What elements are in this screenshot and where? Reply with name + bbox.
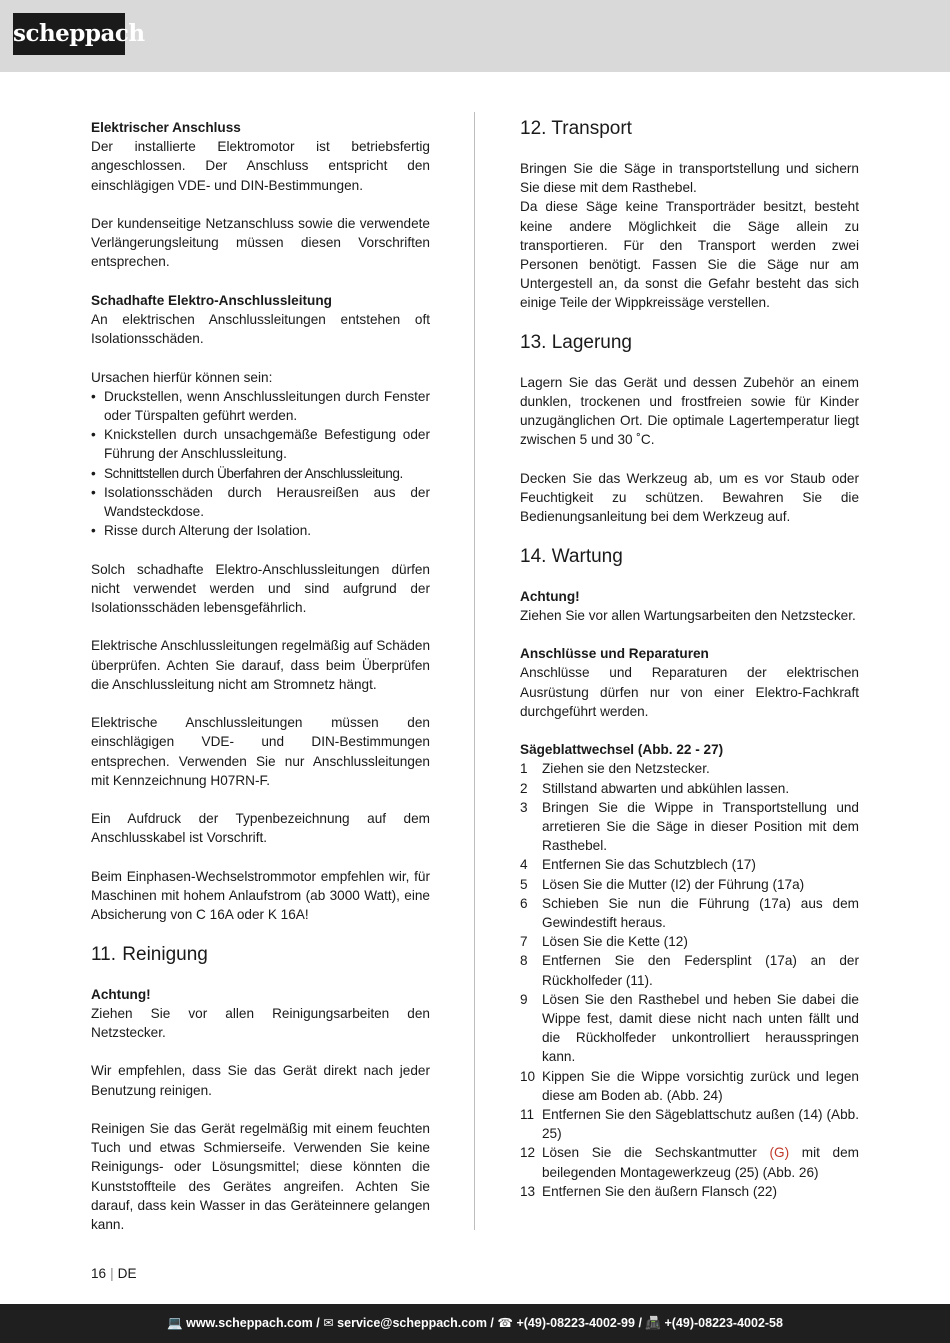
list-item: • Schnittstellen durch Überfahren der Anschlussleitung. bbox=[91, 464, 430, 483]
elektrischer-anschluss-section bbox=[91, 118, 430, 195]
step-text: Bringen Sie die Wippe in Transportstellung und arretieren Sie die Säge in dieser Position mit dem Rasthebel. bbox=[542, 799, 859, 854]
fax-number: +(49)-08223-4002-58 bbox=[664, 1316, 783, 1330]
step-text bbox=[542, 1143, 859, 1181]
list-item bbox=[520, 990, 859, 1067]
paragraph: An elektrischen Anschlussleitungen entstehen oft Isolationsschäden. bbox=[91, 312, 430, 347]
step-number: 6 bbox=[520, 895, 528, 911]
step-text: Entfernen Sie den äußern Flansch (22) bbox=[542, 1183, 778, 1199]
step-number: 5 bbox=[520, 876, 528, 892]
step-text: Ziehen sie den Netzstecker. bbox=[542, 761, 710, 777]
step-number: 4 bbox=[520, 857, 528, 873]
left-column bbox=[91, 118, 430, 1253]
phone-icon: ☎ bbox=[497, 1316, 513, 1330]
saw-blade-steps bbox=[520, 759, 859, 1201]
list-item: • Risse durch Alterung der Isolation. bbox=[91, 521, 430, 540]
step-text: Entfernen Sie den Sägeblattschutz außen (14) (Abb. 25) bbox=[542, 1107, 859, 1142]
list-item bbox=[520, 932, 859, 951]
paragraph: Da diese Säge keine Transporträder besitzt, besteht keine andere Möglichkeit die Säge allein zu transportieren. Für den Transport werden zwei Personen benötigt. Fassen Sie die Säge nur am Untergestell an, da sonst die Gefahr besteht das sich einige Teile der Wippkreissäge verstellen. bbox=[520, 199, 859, 311]
heading-text: Reinigung bbox=[122, 943, 208, 965]
step-text-part: mit dem beilegenden Montagewerkzeug (25) (Abb. 26) bbox=[542, 1145, 859, 1180]
step-number: 2 bbox=[520, 780, 528, 796]
paragraph: Decken Sie das Werkzeug ab, um es vor Staub oder Feuchtigkeit zu schützen. Bewahren Sie die Bedienungsanleitung bei dem Werkzeug auf. bbox=[520, 470, 859, 525]
heading-number: 11. bbox=[91, 943, 117, 965]
heading-text: Lagerung bbox=[551, 331, 632, 353]
footer-separator: / bbox=[490, 1316, 494, 1330]
list-item bbox=[520, 1182, 859, 1201]
language-code: DE bbox=[117, 1266, 137, 1281]
page-number-value: 16 bbox=[91, 1266, 107, 1281]
wartung-attention bbox=[520, 587, 859, 625]
step-text: Lösen Sie die Mutter (I2) der Führung (17a) bbox=[542, 876, 805, 892]
paragraph: Ziehen Sie vor allen Wartungsarbeiten den Netzstecker. bbox=[520, 607, 856, 623]
heading-text: Wartung bbox=[551, 545, 623, 567]
page-separator: | bbox=[110, 1266, 114, 1281]
heading-reinigung bbox=[91, 944, 430, 966]
step-text: Schieben Sie nun die Führung (17a) aus dem Gewindestift heraus. bbox=[542, 895, 859, 931]
section-title: Elektrischer Anschluss bbox=[91, 120, 241, 135]
list-item bbox=[520, 951, 859, 989]
section-title: Anschlüsse und Reparaturen bbox=[520, 646, 709, 662]
list-item bbox=[520, 1067, 859, 1105]
step-number: 8 bbox=[520, 953, 528, 969]
step-number: 13 bbox=[520, 1183, 536, 1199]
paragraph: Ein Aufdruck der Typenbezeichnung auf dem Anschlusskabel ist Vorschrift. bbox=[91, 811, 430, 846]
list-item bbox=[520, 779, 859, 798]
step-text-part: Lösen Sie die Sechskantmutter bbox=[542, 1145, 770, 1161]
list-item: • Druckstellen, wenn Anschlussleitungen durch Fenster oder Türspalten geführt werden. bbox=[91, 387, 430, 425]
schadhafte-anschlussleitung-section bbox=[91, 291, 430, 349]
list-item: • Isolationsschäden durch Herausreißen aus der Wandsteckdose. bbox=[91, 483, 430, 521]
computer-icon: 💻 bbox=[167, 1316, 183, 1330]
step-text: Lösen Sie den Rasthebel und heben Sie dabei die Wippe fest, damit diese nicht nach unten fällt und die Rückholfeder unkontrolliert herausspringen kann. bbox=[542, 991, 859, 1065]
paragraph: Bringen Sie die Säge in transportstellung und sichern Sie diese mit dem Rasthebel. bbox=[520, 161, 859, 196]
heading-number: 12. bbox=[520, 118, 547, 139]
fax-icon: 📠 bbox=[645, 1316, 661, 1330]
section-title: Schadhafte Elektro-Anschlussleitung bbox=[91, 292, 332, 308]
heading-number: 13. bbox=[520, 331, 547, 353]
section-title: Sägeblattwechsel (Abb. 22 - 27) bbox=[520, 742, 724, 758]
paragraph: Anschlüsse und Reparaturen der elektrischen Ausrüstung dürfen nur von einer Elektro-Fachkraft durchgeführt werden. bbox=[520, 665, 859, 719]
paragraph: Beim Einphasen-Wechselstrommotor empfehlen wir, für Maschinen mit hohem Anlaufstrom (ab 3000 Watt), eine Absicherung von C 16A oder K 16A! bbox=[91, 868, 430, 923]
list-item bbox=[520, 894, 859, 932]
list-item bbox=[520, 798, 859, 856]
list-item bbox=[520, 1105, 859, 1143]
transport-text bbox=[520, 159, 859, 313]
paragraph: Reinigen Sie das Gerät regelmäßig mit einem feuchten Tuch und etwas Schmierseife. Verwenden Sie keine Reinigungs- oder Lösungsmittel; diese könnten die Kunststoffteile des Gerätes angreifen. Achten Sie darauf, dass kein Wasser in das Geräteinnere gelangen kann. bbox=[91, 1120, 430, 1232]
right-column bbox=[520, 118, 859, 1201]
step-text: Lösen Sie die Kette (12) bbox=[542, 934, 688, 950]
step-number: 12 bbox=[520, 1145, 536, 1161]
causes-list bbox=[91, 387, 430, 541]
step-number: 3 bbox=[520, 799, 528, 815]
paragraph: Elektrische Anschlussleitungen müssen den einschlägigen VDE- und DIN-Bestimmungen entsprechen. Verwenden Sie nur Anschlussleitungen mit Kennzeichnung H07RN-F. bbox=[91, 715, 430, 788]
phone-number[interactable]: +(49)-08223-4002-99 bbox=[516, 1316, 635, 1330]
paragraph: Elektrische Anschlussleitungen regelmäßig auf Schäden überprüfen. Achten Sie darauf, dass beim Überprüfen die Anschlussleitung nicht am Stromnetz hängt. bbox=[91, 638, 430, 692]
mail-icon: ✉ bbox=[323, 1316, 334, 1330]
causes-intro: Ursachen hierfür können sein: bbox=[91, 369, 273, 385]
step-text: Entfernen Sie das Schutzblech (17) bbox=[542, 857, 756, 873]
list-item bbox=[520, 875, 859, 894]
website-link[interactable]: www.scheppach.com bbox=[186, 1316, 313, 1330]
heading-text: Transport bbox=[551, 118, 632, 139]
step-number: 10 bbox=[520, 1068, 536, 1084]
step-text: Entfernen Sie den Federsplint (17a) an der Rückholfeder (11). bbox=[542, 953, 859, 988]
email-link[interactable]: service@scheppach.com bbox=[337, 1316, 487, 1330]
footer-separator: / bbox=[316, 1316, 320, 1330]
step-number: 7 bbox=[520, 934, 528, 950]
step-text: Stillstand abwarten und abkühlen lassen. bbox=[542, 780, 790, 796]
reinigung-attention bbox=[91, 985, 430, 1043]
attention-label: Achtung! bbox=[520, 588, 580, 604]
list-item: • Knickstellen durch unsachgemäße Befestigung oder Führung der Anschlussleitung. bbox=[91, 425, 430, 463]
scheppach-logo: scheppach bbox=[13, 13, 125, 55]
anschluesse-section bbox=[520, 644, 859, 721]
paragraph: Solch schadhafte Elektro-Anschlussleitungen dürfen nicht verwendet werden und sind aufgrund der Isolationsschäden lebensgefährlich. bbox=[91, 561, 430, 616]
page-header bbox=[0, 0, 950, 72]
paragraph: Wir empfehlen, dass Sie das Gerät direkt nach jeder Benutzung reinigen. bbox=[91, 1063, 430, 1098]
heading-number: 14. bbox=[520, 545, 547, 567]
attention-label: Achtung! bbox=[91, 986, 151, 1002]
paragraph: Lagern Sie das Gerät und dessen Zubehör an einem dunklen, trockenen und frostfreien sowie für Kinder unzugänglichen Ort. Die optimale Lagertemperatur liegt zwischen 5 und 30 ˚C. bbox=[520, 374, 859, 448]
footer-separator: / bbox=[638, 1316, 642, 1330]
list-item bbox=[520, 1143, 859, 1181]
paragraph: Der installierte Elektromotor ist betriebsfertig angeschlossen. Der Anschluss entspricht den einschlägigen VDE- und DIN-Bestimmungen. bbox=[91, 139, 430, 193]
heading-wartung bbox=[520, 546, 859, 568]
list-item bbox=[520, 759, 859, 778]
step-number: 1 bbox=[520, 761, 528, 777]
column-divider bbox=[474, 112, 475, 1230]
heading-transport bbox=[520, 118, 859, 140]
page-number bbox=[91, 1266, 137, 1281]
heading-lagerung bbox=[520, 332, 859, 354]
paragraph: Der kundenseitige Netzanschluss sowie die verwendete Verlängerungsleitung müssen diesen Vorschriften entsprechen. bbox=[91, 216, 430, 270]
step-number: 11 bbox=[520, 1107, 535, 1123]
page-footer bbox=[0, 1304, 950, 1343]
paragraph: Ziehen Sie vor allen Reinigungsarbeiten den Netzstecker. bbox=[91, 1005, 430, 1040]
list-item bbox=[520, 855, 859, 874]
step-text: Kippen Sie die Wippe vorsichtig zurück und legen diese am Boden ab. (Abb. 24) bbox=[542, 1068, 859, 1103]
step-number: 9 bbox=[520, 991, 528, 1007]
part-label-red: (G) bbox=[769, 1145, 790, 1161]
